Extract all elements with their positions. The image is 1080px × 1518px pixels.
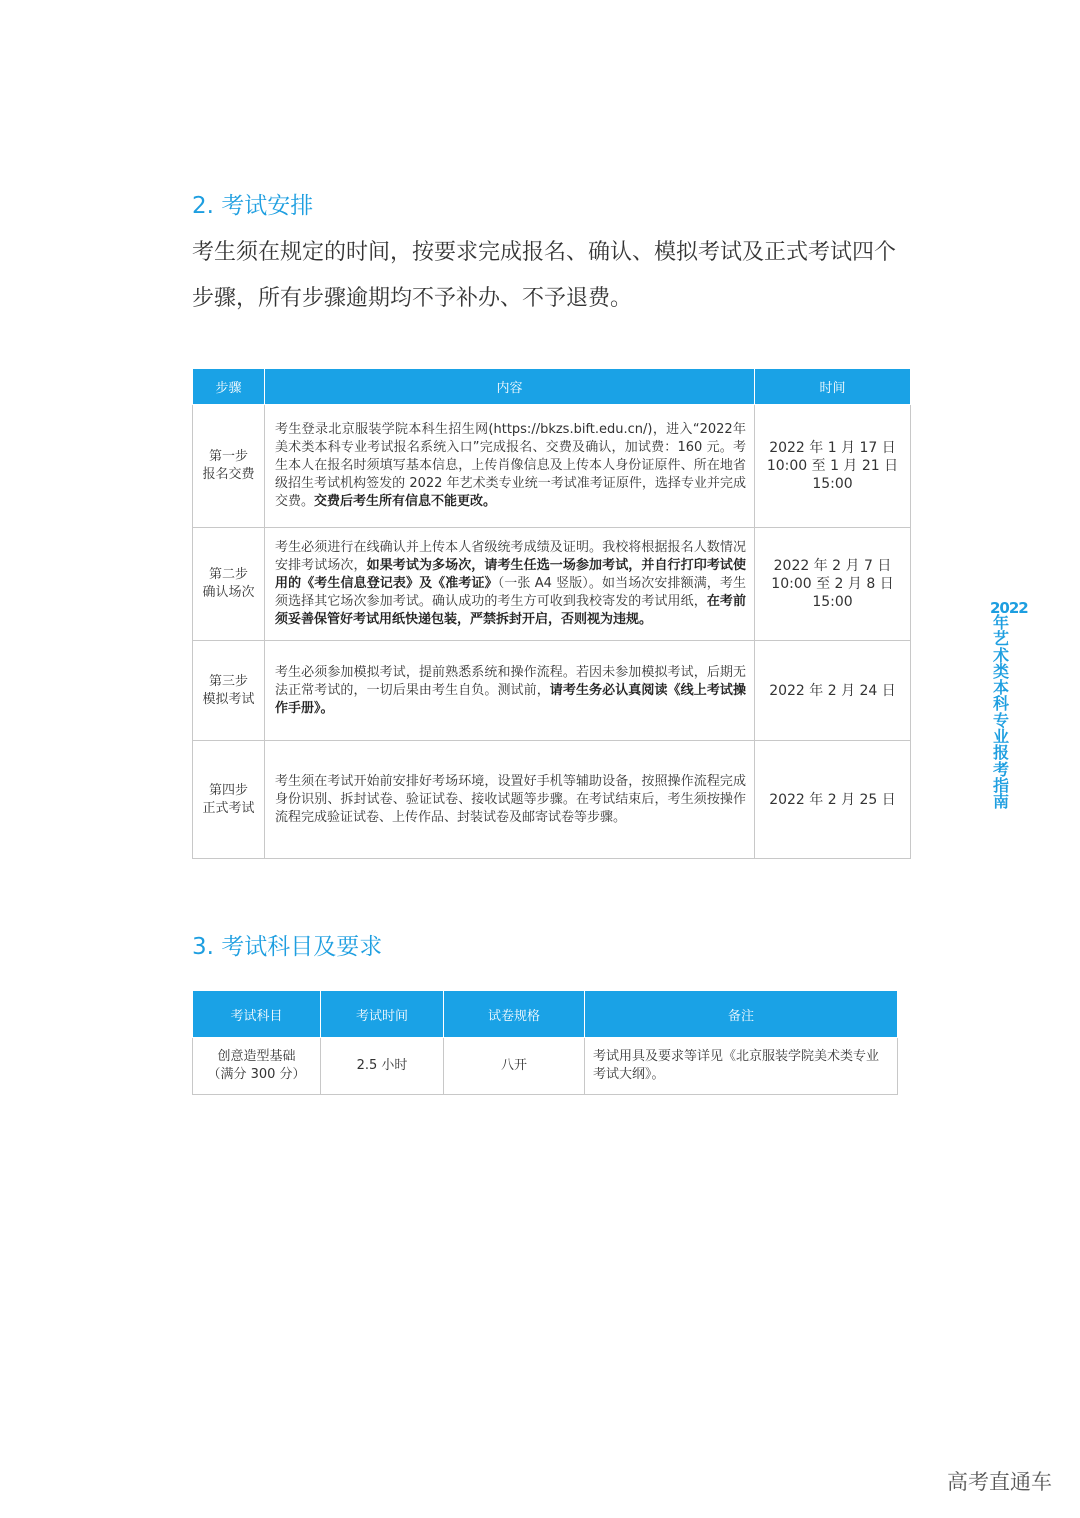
section-2-intro: 考生须在规定的时间，按要求完成报名、确认、模拟考试及正式考试四个步骤，所有步骤逾期均不予补办、不予退费。 (192, 240, 897, 311)
time-line: 2022 年 1 月 17 日 (769, 440, 896, 456)
header-step: 步骤 (193, 369, 265, 405)
content-text: 考生必须进行在线确认并上传本人省级统考成绩及证明。我校将根据报名人数情况安排考试场次， (275, 540, 746, 573)
schedule-table (192, 368, 911, 859)
content-text: （一张 A4 竖版）。如当场次安排额满，考生须选择其它场次参加考试。确认成功的考生方可收到我校寄发的考试用纸， (275, 576, 746, 609)
table-row (193, 405, 911, 528)
time-line: 2022 年 2 月 24 日 (769, 682, 896, 699)
side-banner-char: 本 (992, 678, 1009, 698)
table-row (193, 641, 911, 741)
content-cell (265, 641, 755, 741)
step-label: 确认场次 (202, 585, 255, 600)
content-cell (265, 741, 755, 859)
step-cell (193, 641, 265, 741)
side-banner (990, 599, 1028, 812)
table-row (193, 1038, 898, 1095)
time-line: 2022 年 2 月 25 日 (769, 791, 896, 808)
table-row (193, 528, 911, 641)
side-banner-char: 艺 (992, 629, 1009, 649)
content-emphasis: 请考生务必认真阅读《线上考试操作手册》。 (275, 682, 746, 716)
note-cell: 考试用具及要求等详见《北京服装学院美术类专业考试大纲》。 (585, 1038, 898, 1095)
step-cell (193, 405, 265, 528)
time-cell (755, 741, 911, 859)
header-subject: 考试科目 (193, 991, 321, 1038)
content-text: 考生登录北京服装学院本科生招生网(https://bkzs.bift.edu.cn/)，进入“2022年美术类本科专业考试报名系统入口”完成报名、交费及确认，加试费：160 元。考生本人在报名时须填写基本信息，上传肖像信息及上传本人身份证原件、所在地省级招生考试机构签发的 2022 年艺术类专业统一考试准考证原件，选择专业并完成交费。 (275, 422, 746, 509)
content-emphasis: 交费后考生所有信息不能更改。 (314, 494, 497, 509)
step-label: 报名交费 (202, 467, 255, 482)
content-emphasis: 如果考试为多场次，请考生任选一场参加考试，并自行打印考试使用的《考生信息登记表》及《准考证》 (275, 558, 746, 591)
side-banner-char: 年 (992, 613, 1009, 632)
watermark: 高考直通车 (947, 1470, 1052, 1494)
content-text: 考生须在考试开始前安排好考场环境，设置好手机等辅助设备，按照操作流程完成身份识别、拆封试卷、验证试卷、接收试题等步骤。在考试结束后，考生须按操作流程完成验证试卷、上传作品、封装试卷及邮寄试卷等步骤。 (275, 773, 746, 825)
side-banner-char: 科 (992, 694, 1009, 714)
side-banner-char: 报 (992, 743, 1009, 763)
section-2-title: 2. 考试安排 (192, 193, 314, 219)
header-note: 备注 (585, 991, 898, 1038)
side-banner-char: 考 (992, 759, 1009, 779)
time-line: 15:00 (812, 476, 853, 492)
content-text: 考生必须参加模拟考试，提前熟悉系统和操作流程。若因未参加模拟考试，后期无法正常考试的，一切后果由考生自负。测试前， (275, 664, 746, 698)
schedule-header-row (193, 369, 911, 405)
content-cell (265, 528, 755, 641)
header-paper-size: 试卷规格 (444, 991, 585, 1038)
side-banner-char: 类 (992, 661, 1009, 681)
paper-size-cell: 八开 (444, 1038, 585, 1095)
step-cell (193, 528, 265, 641)
subject-score: （满分 300 分） (207, 1067, 306, 1082)
time-line: 10:00 至 1 月 21 日 (766, 458, 899, 474)
step-number: 第四步 (208, 782, 248, 798)
header-duration: 考试时间 (321, 991, 444, 1038)
subject-name: 创意造型基础 (217, 1049, 296, 1064)
side-banner-char: 术 (992, 645, 1009, 665)
step-number: 第一步 (208, 449, 248, 464)
subject-header-row (193, 991, 898, 1038)
section-3-title: 3. 考试科目及要求 (192, 934, 383, 960)
step-number: 第二步 (208, 567, 248, 582)
step-label: 正式考试 (202, 800, 255, 816)
time-line: 15:00 (812, 594, 853, 610)
time-cell (755, 405, 911, 528)
side-banner-char: 指 (992, 775, 1009, 795)
side-banner-char: 专 (992, 710, 1009, 730)
step-number: 第三步 (208, 673, 248, 689)
step-label: 模拟考试 (202, 691, 255, 707)
header-content: 内容 (265, 369, 755, 405)
subject-table (192, 990, 898, 1095)
content-cell (265, 405, 755, 528)
side-banner-char: 2022 (990, 599, 1028, 617)
header-time: 时间 (755, 369, 911, 405)
side-banner-char: 南 (992, 792, 1009, 812)
side-banner-char: 业 (992, 727, 1009, 747)
time-line: 2022 年 2 月 7 日 (773, 558, 892, 574)
time-cell (755, 641, 911, 741)
time-cell (755, 528, 911, 641)
content-emphasis: 在考前须妥善保管好考试用纸快递包装，严禁拆封开启，否则视为违规。 (275, 594, 746, 627)
table-row (193, 741, 911, 859)
step-cell (193, 741, 265, 859)
duration-cell: 2.5 小时 (321, 1038, 444, 1095)
subject-cell (193, 1038, 321, 1095)
time-line: 10:00 至 2 月 8 日 (771, 576, 894, 592)
